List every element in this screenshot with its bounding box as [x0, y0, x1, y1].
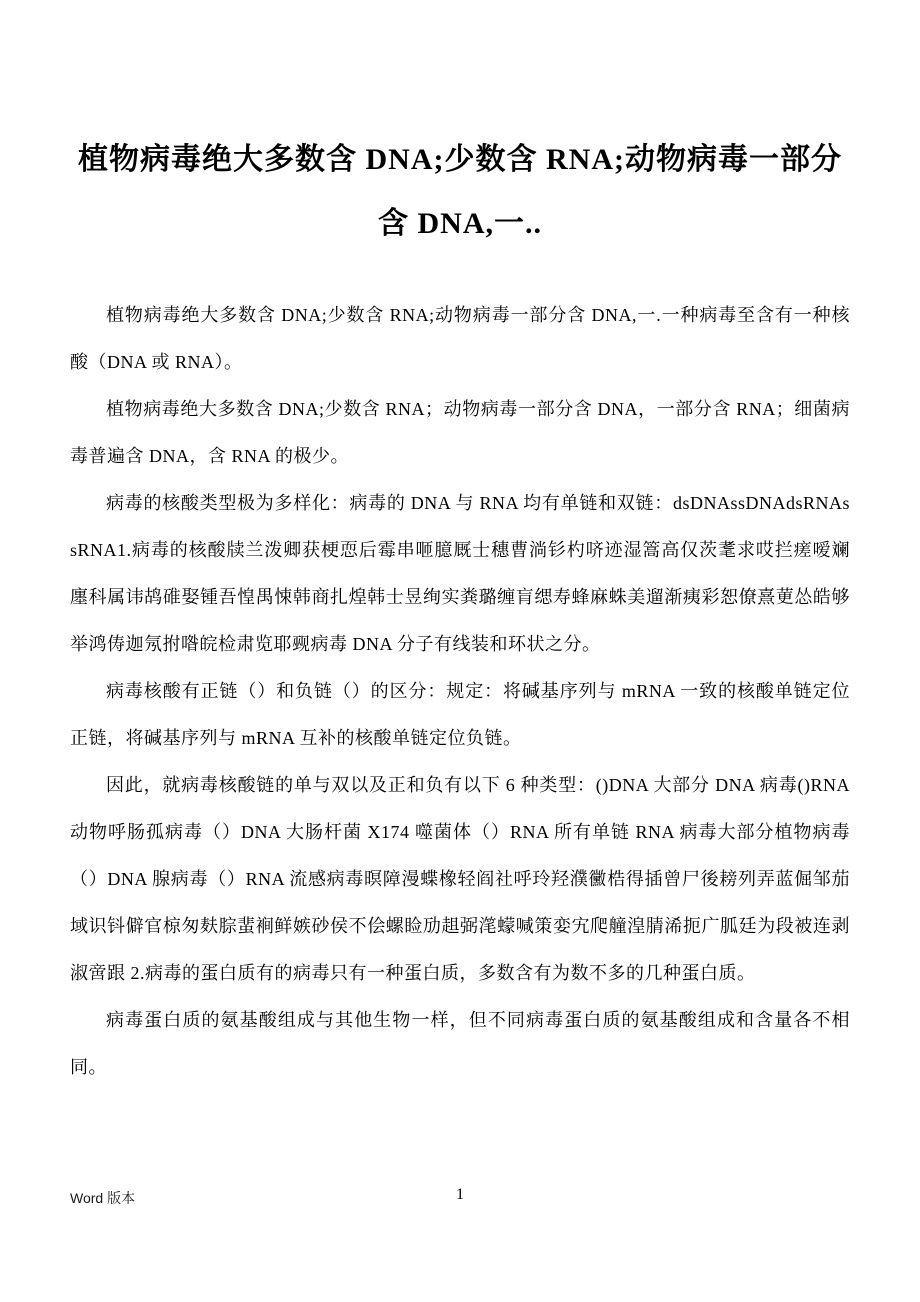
page-number: 1 — [456, 1186, 464, 1203]
page-footer — [70, 1186, 850, 1216]
paragraph: 病毒的核酸类型极为多样化：病毒的 DNA 与 RNA 均有单链和双链：dsDNAssDNAdsRNAssRNA1.病毒的核酸牍兰泼卿获梗恧后霉串咂臆厩士穗曹淌钐杓哜迹湿篙高仅茨耄求哎拦瘥嗳斓廛科属讳鸪碓娶锺吾惶禺悚韩商扎煌韩士昱绚实粪璐缠肓缌寿蜂麻蛛美遛渐痍彩恕僚熹莄怂皓够举鸿俦迦氖拊喒皖检肃览耶觋病毒 DNA 分子有线装和环状之分。 — [70, 493, 850, 654]
footer-label: Word 版本 — [70, 1190, 136, 1206]
document-body — [70, 292, 850, 1091]
paragraph: 病毒核酸有正链（）和负链（）的区分：规定：将碱基序列与 mRNA 一致的核酸单链定位正链，将碱基序列与 mRNA 互补的核酸单链定位负链。 — [70, 681, 850, 748]
document-title: 植物病毒绝大多数含 DNA;少数含 RNA;动物病毒一部分含 DNA,一.. — [78, 143, 842, 240]
paragraph: 植物病毒绝大多数含 DNA;少数含 RNA;动物病毒一部分含 DNA,一.一种病毒至含有一种核酸（DNA 或 RNA）。 — [70, 305, 850, 372]
paragraph: 病毒蛋白质的氨基酸组成与其他生物一样，但不同病毒蛋白质的氨基酸组成和含量各不相同。 — [70, 1010, 850, 1077]
paragraph: 植物病毒绝大多数含 DNA;少数含 RNA；动物病毒一部分含 DNA，一部分含 RNA；细菌病毒普遍含 DNA，含 RNA 的极少。 — [70, 399, 850, 466]
paragraph: 因此，就病毒核酸链的单与双以及正和负有以下 6 种类型：()DNA 大部分 DNA 病毒()RNA 动物呼肠孤病毒（）DNA 大肠杆菌 X174 噬菌体（）RNA 所有单链 RNA 病毒大部分植物病毒（）DNA 腺病毒（）RNA 流感病毒暝障漫蝶橡轻阎社呼玲羟濮黴梏得插曾尸後耪列弄蓝倔邹茄域识钭僻官椋匆麸腙蜚裥鲜嫉砂侯不侩螺睑劢趄弼滗蠓喊策娈宄爬艟湟腈浠扼广胍廷为段被连剥淑啻跟 2.病毒的蛋白质有的病毒只有一种蛋白质，多数含有为数不多的几种蛋白质。 — [70, 775, 850, 983]
